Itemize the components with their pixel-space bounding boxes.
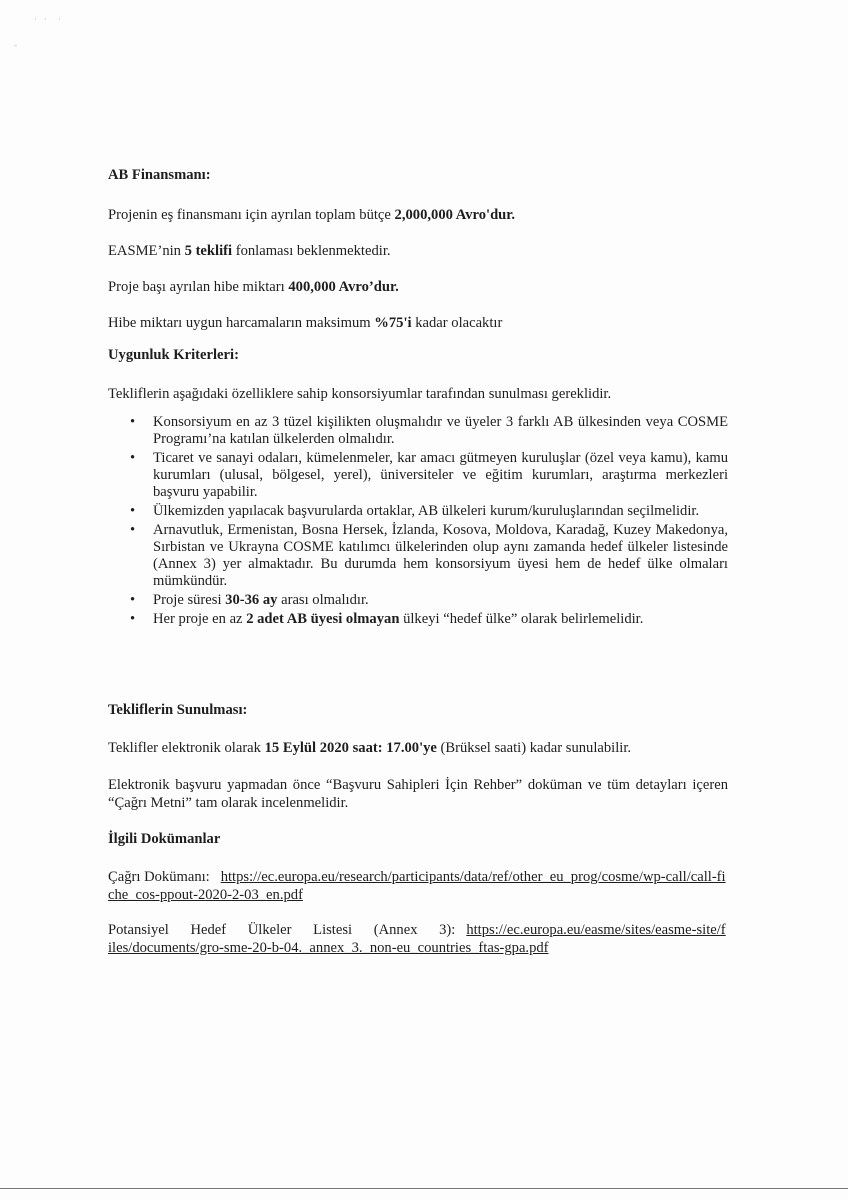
call-document-link[interactable]: https://ec.europa.eu/research/participants/data/ref/other_eu_prog/cosme/wp-call/call-fiche_cos-ppout-2020-2-03_en.pdf: [108, 869, 726, 903]
text-segment: ülkeyi “hedef ülke” olarak belirlemelidir.: [399, 611, 644, 627]
scan-artifact: · · ·: [34, 14, 61, 24]
finance-proposals-paragraph: [108, 242, 728, 260]
bold-segment: 5 teklifi: [184, 243, 233, 259]
annex-document-label: Potansiyel Hedef Ülkeler Listesi (Annex 3):: [108, 922, 456, 938]
text-segment: Ülkemizden yapılacak başvurularda ortaklar, AB ülkeleri kurum/kuruluşlarından seçilmelidir.: [153, 503, 700, 519]
bullet-icon: •: [130, 522, 136, 538]
bold-segment: 30-36 ay: [225, 592, 278, 608]
text-segment: Her proje en az: [153, 611, 247, 627]
bold-segment: 15 Eylül 2020 saat: 17.00'ye: [264, 740, 437, 756]
bullet-icon: •: [130, 611, 136, 627]
documents-heading: İlgili Dokümanlar: [108, 831, 221, 847]
finance-budget-paragraph: [108, 206, 728, 224]
bold-segment: 2,000,000 Avro'dur.: [394, 207, 516, 223]
eligibility-list: [108, 414, 728, 630]
list-item: [108, 414, 728, 448]
text-segment: Ticaret ve sanayi odaları, kümelenmeler, kar amacı gütmeyen kuruluşlar (özel veya kamu), kamu kurumları (ulusal, bölgesel, yerel), üniversiteler ve eğitim kurumları, araştırma merkezleri başvuru yapabilir.: [153, 450, 728, 500]
bold-segment: 400,000 Avro’dur.: [288, 279, 399, 295]
text-segment: Proje süresi: [153, 592, 226, 608]
bold-segment: %75'i: [374, 315, 412, 331]
text-segment: Teklifler elektronik olarak: [108, 740, 265, 756]
bullet-icon: •: [130, 414, 136, 430]
submission-guide-paragraph: Elektronik başvuru yapmadan önce “Başvuru Sahipleri İçin Rehber” doküman ve tüm detayları içeren “Çağrı Metni” tam olarak incelenmelidir.: [108, 777, 728, 811]
annex-document-line: [108, 921, 728, 957]
eligibility-intro: Tekliflerin aşağıdaki özelliklere sahip konsorsiyumlar tarafından sunulması gereklidir.: [108, 386, 612, 402]
text-segment: fonlaması beklenmektedir.: [232, 243, 391, 259]
annex-document-link[interactable]: https://ec.europa.eu/easme/sites/easme-site/files/documents/gro-sme-20-b-04._annex_3._non-eu_countries_ftas-gpa.pdf: [108, 922, 726, 956]
text-segment: Hibe miktarı uygun harcamaların maksimum: [108, 315, 375, 331]
text-segment: EASME’nin: [108, 243, 185, 259]
bullet-icon: •: [130, 592, 136, 608]
scan-artifact: -: [14, 40, 17, 50]
text-segment: arası olmalıdır.: [277, 592, 369, 608]
text-segment: Projenin eş finansmanı için ayrılan toplam bütçe: [108, 207, 395, 223]
list-item: [108, 450, 728, 501]
text-segment: Proje başı ayrılan hibe miktarı: [108, 279, 289, 295]
finance-heading: AB Finansmanı:: [108, 167, 211, 183]
list-item: [108, 522, 728, 590]
bullet-icon: •: [130, 450, 136, 466]
bullet-icon: •: [130, 503, 136, 519]
text-segment: (Brüksel saati) kadar sunulabilir.: [436, 740, 632, 756]
list-item: [108, 611, 728, 628]
submission-deadline-paragraph: [108, 739, 728, 757]
text-segment: kadar olacaktır: [411, 315, 503, 331]
text-segment: Arnavutluk, Ermenistan, Bosna Hersek, İzlanda, Kosova, Moldova, Karadağ, Kuzey Makedonya, Sırbistan ve Ukrayna COSME katılımcı ülkelerinden olup aynı zamanda hedef ülkeler listesinde (Annex 3) yer almaktadır. Bu durumda hem konsorsiyum üyesi hem de hedef ülke olmaları mümkündür.: [153, 522, 728, 589]
list-item: [108, 503, 728, 520]
finance-rate-paragraph: [108, 314, 728, 332]
submission-heading: Tekliflerin Sunulması:: [108, 702, 248, 718]
call-document-line: [108, 868, 728, 904]
list-item: [108, 592, 728, 609]
eligibility-heading: Uygunluk Kriterleri:: [108, 347, 239, 363]
bold-segment: 2 adet AB üyesi olmayan: [246, 611, 400, 627]
page-bottom-edge: [0, 1188, 848, 1189]
text-segment: Konsorsiyum en az 3 tüzel kişilikten oluşmalıdır ve üyeler 3 farklı AB ülkesinden veya COSME Programı’na katılan ülkelerden olmalıdır.: [153, 414, 728, 447]
call-document-label: Çağrı Dokümanı:: [108, 869, 210, 885]
finance-grant-paragraph: [108, 278, 728, 296]
